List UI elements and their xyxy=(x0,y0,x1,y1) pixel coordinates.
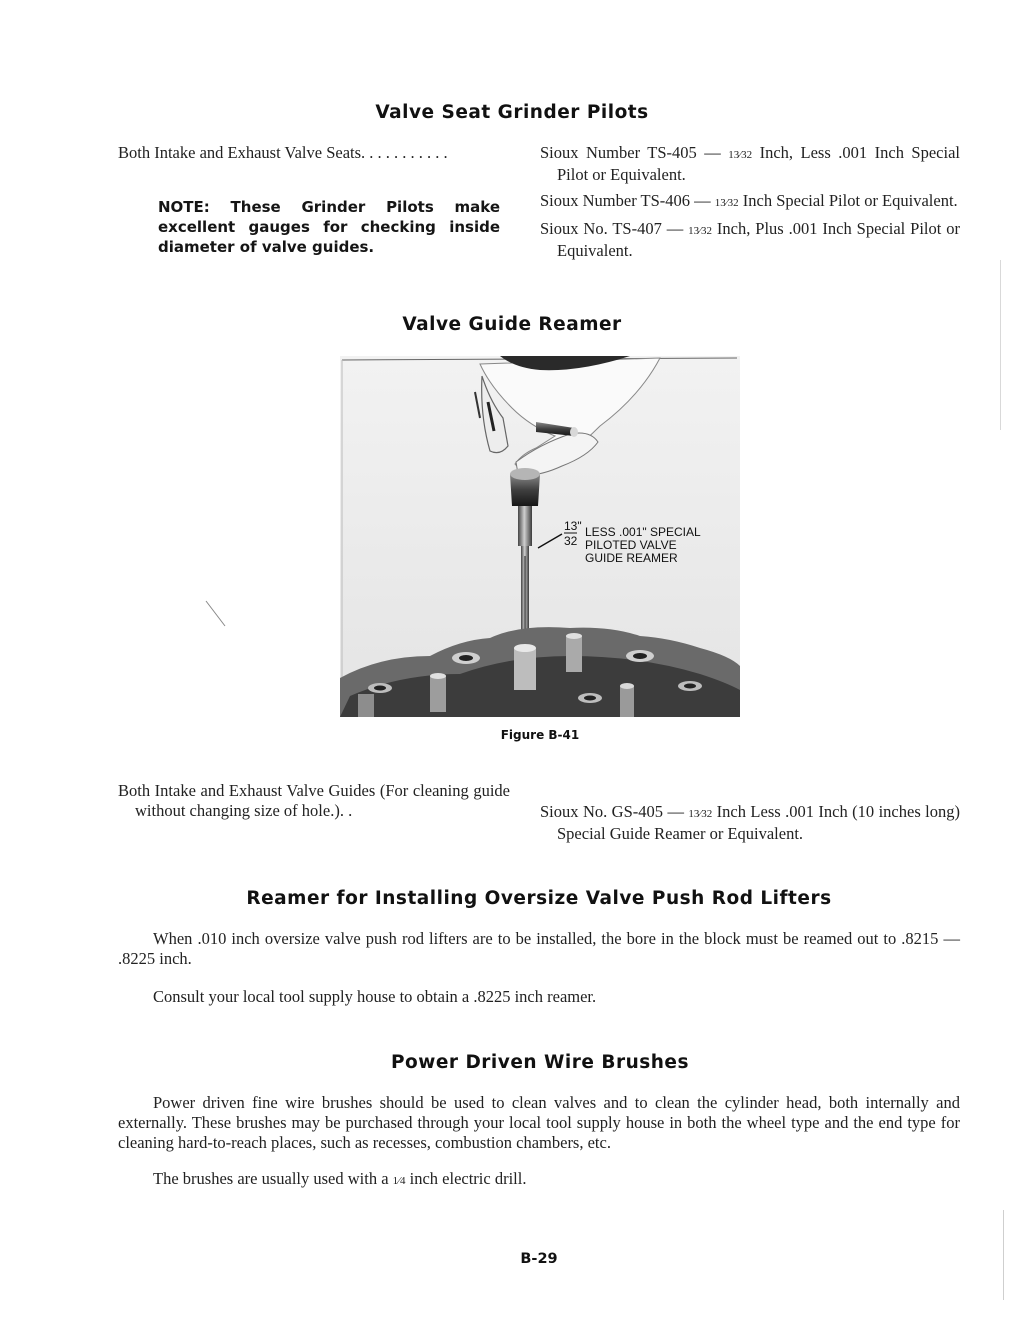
figure-caption: Figure B-41 xyxy=(500,728,580,742)
callout-line: GUIDE REAMER xyxy=(585,551,678,565)
pilots-left-label: Both Intake and Exhaust Valve Seats. . . . . . . . . . . xyxy=(118,143,448,162)
reamer-spec-list xyxy=(540,802,960,850)
pilot-spec-item: Sioux Number TS-406 — 13⁄32 Inch Special Pilot or Equivalent. xyxy=(540,191,958,210)
callout-fraction-den: 32 xyxy=(564,534,578,548)
scan-mark xyxy=(205,600,227,628)
oversize-paragraph: Consult your local tool supply house to obtain a .8225 inch reamer. xyxy=(153,987,597,1006)
pilot-spec-item: Sioux Number TS-405 — 13⁄32 Inch, Less .001 Inch Special Pilot or Equivalent. xyxy=(540,143,960,184)
callout-line: PILOTED VALVE xyxy=(585,538,677,552)
brushes-drill-paragraph: The brushes are usually used with a 1⁄4 inch electric drill. xyxy=(153,1169,527,1188)
pilots-note: NOTE: These Grinder Pilots make excellent gauges for checking inside diameter of valve guides. xyxy=(158,198,500,256)
brushes-paragraph: Power driven fine wire brushes should be used to clean valves and to clean the cylinder head, both internally and externally. These brushes may be purchased through your local tool supply house in both the wheel type and the end type for cleaning hard-to-reach places, such as recesses, combustion chambers, etc. xyxy=(118,1093,960,1152)
scan-edge-line xyxy=(1003,1210,1004,1300)
scan-edge-line xyxy=(1000,260,1001,430)
heading-oversize-lifters: Reamer for Installing Oversize Valve Push Rod Lifters xyxy=(246,888,832,909)
reamer-left-label: Both Intake and Exhaust Valve Guides (For cleaning guide without changing size of hole.). . xyxy=(118,781,510,820)
pilot-spec-item: Sioux No. TS-407 — 13⁄32 Inch, Plus .001 Inch Special Pilot or Equivalent. xyxy=(540,219,960,260)
reamer-spec-item: Sioux No. GS-405 — 13⁄32 Inch Less .001 Inch (10 inches long) Special Guide Reamer or Equivalent. xyxy=(540,802,961,843)
callout-fraction-num: 13" xyxy=(564,519,582,533)
heading-valve-guide-reamer: Valve Guide Reamer xyxy=(402,314,622,335)
heading-wire-brushes: Power Driven Wire Brushes xyxy=(390,1052,689,1073)
reamer-photo xyxy=(340,356,740,717)
page-number: B-29 xyxy=(520,1251,558,1267)
heading-valve-seat-grinder-pilots: Valve Seat Grinder Pilots xyxy=(375,102,649,123)
pilots-spec-list xyxy=(540,143,960,267)
oversize-paragraph: When .010 inch oversize valve push rod lifters are to be installed, the bore in the block must be reamed out to .8215 — .8225 inch. xyxy=(118,929,960,968)
callout-line: LESS .001" SPECIAL xyxy=(585,525,701,539)
